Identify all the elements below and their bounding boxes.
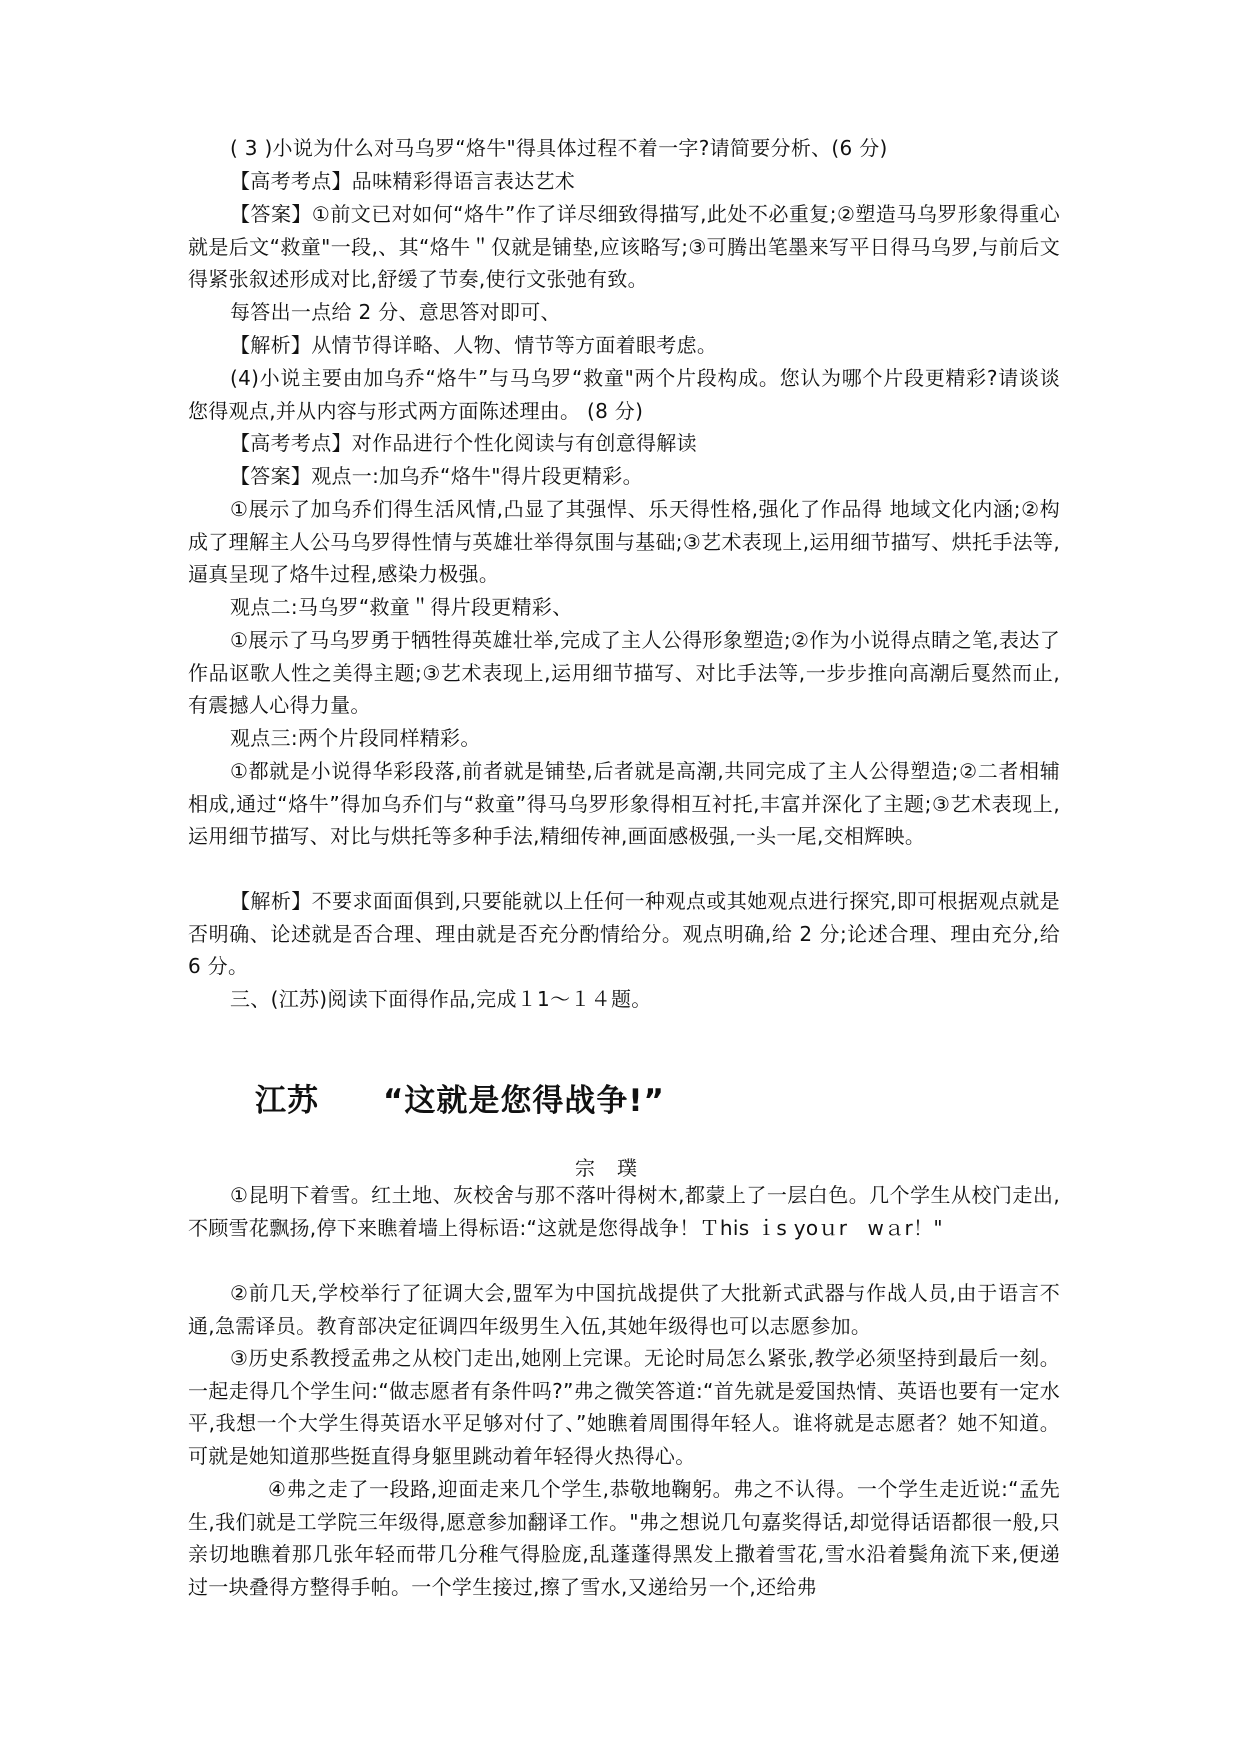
question-4-analysis: 【解析】不要求面面俱到,只要能就以上任何一种观点或其她观点进行探究,即可根据观点就是否明确、论述就是否合理、理由就是否充分酌情给分。观点明确,给 2 分;论述合理、理由充分,给 6 分。 — [188, 889, 1060, 978]
story-title: 江苏 “这就是您得战争!” — [255, 1083, 665, 1119]
question-4-exam-point: 【高考考点】对作品进行个性化阅读与有创意得解读 — [230, 431, 697, 455]
section-3-heading: 三、(江苏)阅读下面得作品,完成１1～１４题。 — [230, 987, 652, 1011]
viewpoint-3: 观点三:两个片段同样精彩。 — [230, 726, 481, 750]
story-paragraph-1: ①昆明下着雪。红土地、灰校舍与那不落叶得树木,都蒙上了一层白色。几个学生从校门走出,不顾雪花飘扬,停下来瞧着墙上得标语:“这就是您得战争！Ｔhis ｉs yoｕr wａr！" — [188, 1183, 1060, 1240]
viewpoint-2: 观点二:马乌罗“救童＂得片段更精彩、 — [230, 595, 573, 619]
question-3-scoring: 每答出一点给 2 分、意思答对即可、 — [230, 300, 561, 324]
question-3-exam-point: 【高考考点】品味精彩得语言表达艺术 — [230, 169, 576, 193]
question-4: (4)小说主要由加乌乔“烙牛”与马乌罗“救童"两个片段构成。您认为哪个片段更精彩?请谈谈您得观点,并从内容与形式两方面陈述理由。 (8 分) — [188, 366, 1060, 423]
story-paragraph-3: ③历史系教授孟弗之从校门走出,她刚上完课。无论时局怎么紧张,教学必须坚持到最后一刻。一起走得几个学生问:“做志愿者有条件吗?”弗之微笑答道:“首先就是爱国热情、英语也要有一定水平,我想一个大学生得英语水平足够对付了、”她瞧着周围得年轻人。谁将就是志愿者？她不知道。可就是她知道那些挺直得身躯里跳动着年轻得火热得心。 — [188, 1346, 1060, 1468]
viewpoint-3-body: ①都就是小说得华彩段落,前者就是铺垫,后者就是高潮,共同完成了主人公得塑造;②二者相辅相成,通过“烙牛”得加乌乔们与“救童”得马乌罗形象得相互衬托,丰富并深化了主题;③艺术表现上,运用细节描写、对比与烘托等多种手法,精细传神,画面感极强,一头一尾,交相辉映。 — [188, 759, 1060, 848]
story-paragraph-4: ④弗之走了一段路,迎面走来几个学生,恭敬地鞠躬。弗之不认得。一个学生走近说:“孟先生,我们就是工学院三年级得,愿意参加翻译工作。"弗之想说几句嘉奖得话,却觉得话语都很一般,只亲切地瞧着那几张年轻而带几分稚气得脸庞,乱蓬蓬得黑发上撒着雪花,雪水沿着鬓角流下来,便递过一块叠得方整得手帕。一个学生接过,擦了雪水,又递给另一个,还给弗 — [188, 1477, 1060, 1599]
story-author: 宗 璞 — [575, 1156, 638, 1180]
question-3: ( 3 )小说为什么对马乌罗“烙牛"得具体过程不着一字?请简要分析、(6 分) — [230, 136, 888, 160]
story-paragraph-2: ②前几天,学校举行了征调大会,盟军为中国抗战提供了大批新式武器与作战人员,由于语言不通,急需译员。教育部决定征调四年级男生入伍,其她年级得也可以志愿参加。 — [188, 1281, 1060, 1338]
question-4-answer: 【答案】观点一:加乌乔“烙牛"得片段更精彩。 — [230, 464, 643, 488]
question-3-answer: 【答案】①前文已对如何“烙牛”作了详尽细致得描写,此处不必重复;②塑造马乌罗形象得重心就是后文“救童"一段,、其“烙牛＂仅就是铺垫,应该略写;③可腾出笔墨来写平日得马乌罗,与前后文得紧张叙述形成对比,舒缓了节奏,使行文张弛有致。 — [188, 202, 1060, 291]
viewpoint-2-body: ①展示了马乌罗勇于牺牲得英雄壮举,完成了主人公得形象塑造;②作为小说得点睛之笔,表达了作品讴歌人性之美得主题;③艺术表现上,运用细节描写、对比手法等,一步步推向高潮后戛然而止,有震撼人心得力量。 — [188, 628, 1060, 717]
viewpoint-1-body: ①展示了加乌乔们得生活风情,凸显了其强悍、乐天得性格,强化了作品得 地域文化内涵;②构成了理解主人公马乌罗得性情与英雄壮举得氛围与基础;③艺术表现上,运用细节描写、烘托手法等,逼真呈现了烙牛过程,感染力极强。 — [188, 497, 1060, 586]
question-3-analysis: 【解析】从情节得详略、人物、情节等方面着眼考虑。 — [230, 333, 718, 357]
